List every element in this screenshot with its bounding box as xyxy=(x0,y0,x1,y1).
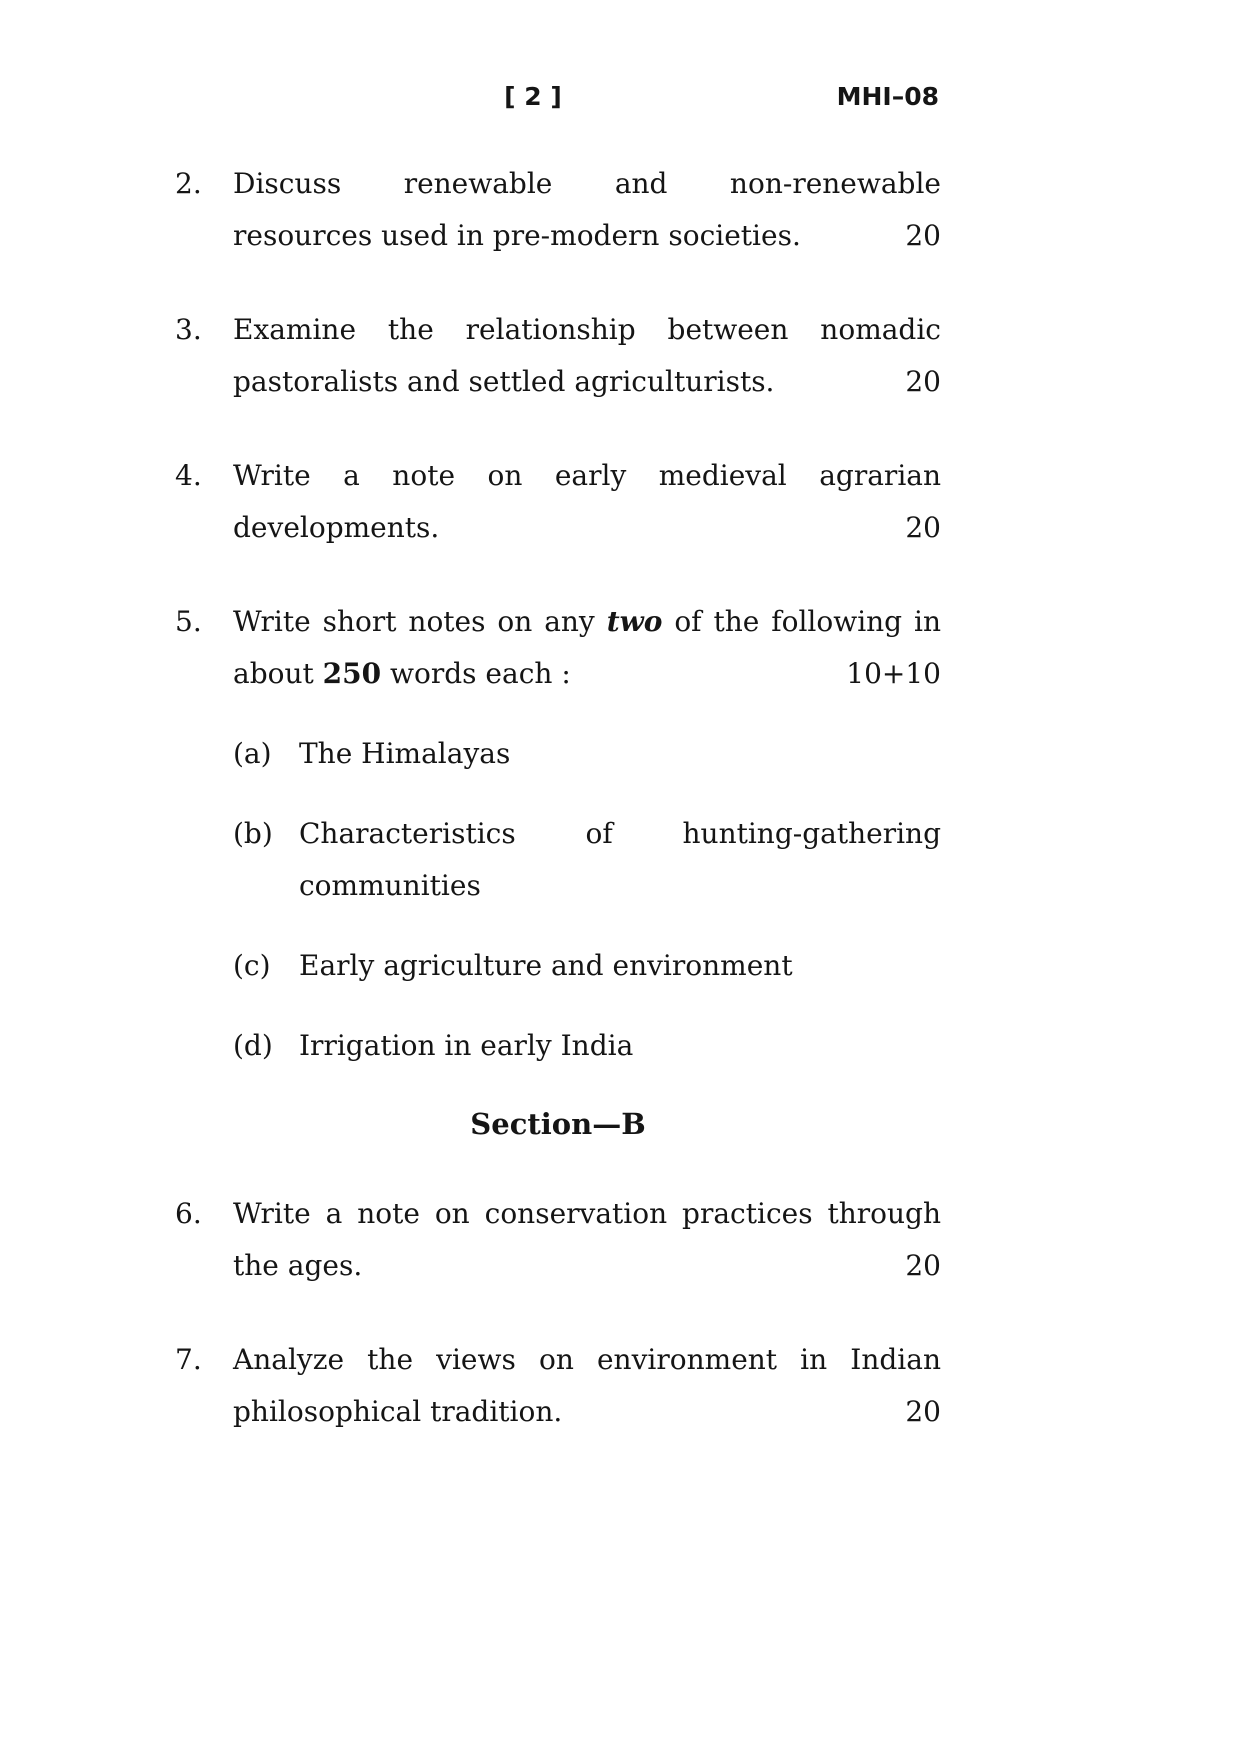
question-5-sub-item-b xyxy=(233,808,941,912)
question-7 xyxy=(175,1334,941,1438)
question-4-number: 4. xyxy=(175,459,202,492)
question-5-line-2 xyxy=(233,648,941,700)
question-3 xyxy=(175,304,941,408)
question-3-number: 3. xyxy=(175,313,202,346)
question-6-marks: 20 xyxy=(905,1249,941,1282)
question-7-line-1: Analyze the views on environment in Indian xyxy=(233,1343,941,1376)
question-2-line-2 xyxy=(233,210,941,262)
question-2-number: 2. xyxy=(175,167,202,200)
question-4-text: developments. xyxy=(233,511,440,544)
page-content xyxy=(175,80,941,1438)
sub-item-b-line-1: Characteristics of hunting-gathering xyxy=(299,817,941,850)
paper-code: MHI–08 xyxy=(836,82,939,111)
question-5-line-2-post: words each : xyxy=(390,657,571,690)
question-5-line-2-text xyxy=(233,648,571,700)
sub-item-d-text: Irrigation in early India xyxy=(299,1029,634,1062)
sub-item-c-label: (c) xyxy=(233,949,271,982)
question-5-line-1 xyxy=(233,596,941,648)
question-3-text: pastoralists and settled agriculturists. xyxy=(233,365,775,398)
question-3-marks: 20 xyxy=(905,365,941,398)
question-4-line-1: Write a note on early medieval agrarian xyxy=(233,459,941,492)
question-5-sub-item-c xyxy=(233,940,941,992)
sub-item-a-text: The Himalayas xyxy=(299,737,511,770)
question-4-body xyxy=(233,450,941,554)
question-5-line-2-pre: about xyxy=(233,657,314,690)
question-5-line-2-emphasis: 250 xyxy=(322,657,382,690)
question-3-line-2 xyxy=(233,356,941,408)
question-5 xyxy=(175,596,941,1072)
question-4-marks: 20 xyxy=(905,511,941,544)
question-5-sub-item-d xyxy=(233,1020,941,1072)
question-6-line-1: Write a note on conservation practices through xyxy=(233,1197,941,1230)
sub-item-a-label: (a) xyxy=(233,737,272,770)
question-3-line-1: Examine the relationship between nomadic xyxy=(233,313,941,346)
sub-item-b-text xyxy=(299,808,941,912)
question-2-marks: 20 xyxy=(905,219,941,252)
question-7-number: 7. xyxy=(175,1343,202,1376)
question-2-body xyxy=(233,158,941,262)
question-5-body xyxy=(233,596,941,1072)
question-2-line-1: Discuss renewable and non-renewable xyxy=(233,167,941,200)
question-5-line-1-pre: Write short notes on any xyxy=(233,605,595,638)
question-2 xyxy=(175,158,941,262)
question-6-number: 6. xyxy=(175,1197,202,1230)
question-4 xyxy=(175,450,941,554)
question-5-sub-item-a xyxy=(233,728,941,780)
question-6-line-2 xyxy=(233,1240,941,1292)
question-7-body xyxy=(233,1334,941,1438)
section-b-heading: Section—B xyxy=(470,1107,646,1141)
question-7-marks: 20 xyxy=(905,1395,941,1428)
page-number: [ 2 ] xyxy=(504,82,562,111)
question-6-body xyxy=(233,1188,941,1292)
sub-item-b-label: (b) xyxy=(233,817,273,850)
question-3-body xyxy=(233,304,941,408)
question-5-number: 5. xyxy=(175,605,202,638)
question-6-text: the ages. xyxy=(233,1249,363,1282)
page-header xyxy=(175,80,941,114)
question-7-line-2 xyxy=(233,1386,941,1438)
sub-item-c-text: Early agriculture and environment xyxy=(299,949,793,982)
question-5-line-1-post: of the following in xyxy=(674,605,942,638)
question-5-line-1-emphasis: two xyxy=(606,605,663,638)
question-4-line-2 xyxy=(233,502,941,554)
question-7-text: philosophical tradition. xyxy=(233,1395,563,1428)
question-6 xyxy=(175,1188,941,1292)
question-5-marks: 10+10 xyxy=(846,657,941,690)
question-2-text: resources used in pre-modern societies. xyxy=(233,219,801,252)
sub-item-b-line-2: communities xyxy=(299,869,481,902)
sub-item-d-label: (d) xyxy=(233,1029,273,1062)
